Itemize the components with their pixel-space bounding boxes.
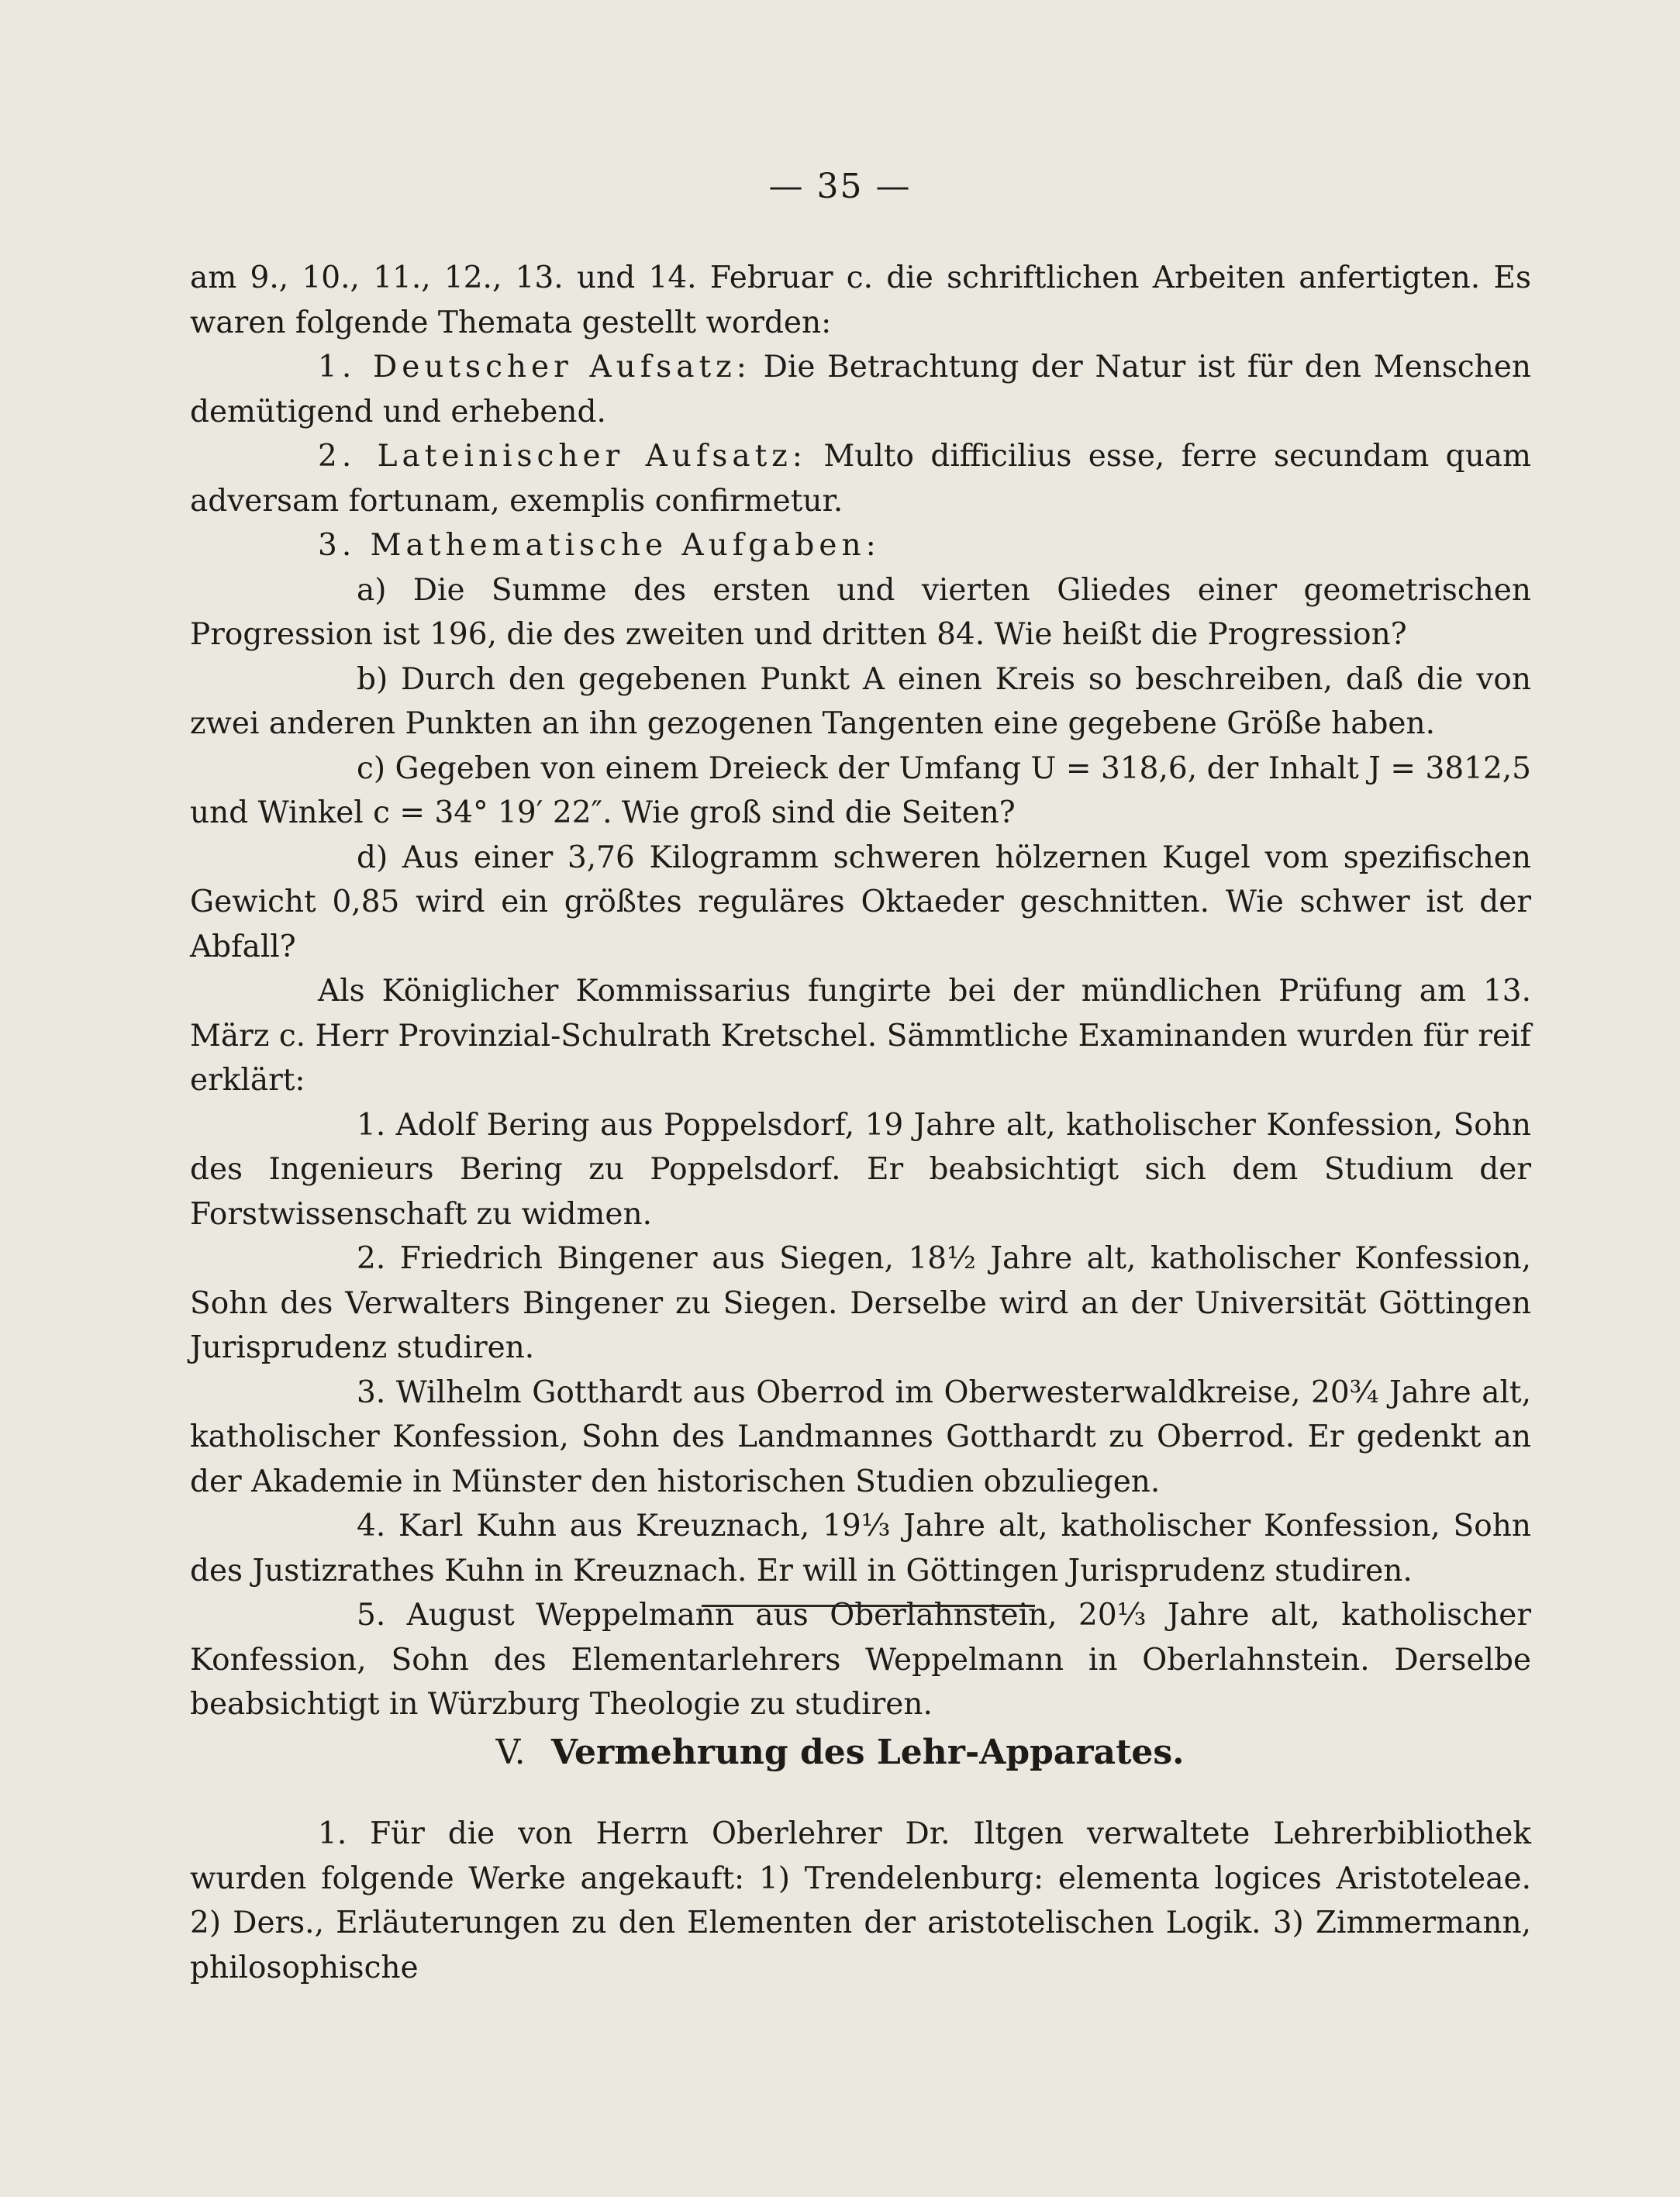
section-number: V. — [495, 1733, 526, 1772]
candidate-4: 4. Karl Kuhn aus Kreuznach, 19⅓ Jahre alt, katholischer Konfession, Sohn des Justizrathes Kuhn in Kreuznach. Er will in Göttingen Jurisprudenz studiren. — [190, 1509, 1531, 1588]
math-task-c: c) Gegeben von einem Dreieck der Umfang U = 318,6, der Inhalt J = 3812,5 und Winkel c = 34° 19′ 22″. Wie groß sind die Seiten? — [190, 750, 1531, 830]
candidate-5: 5. August Weppelmann aus Oberlahnstein, 20⅓ Jahre alt, katholischer Konfession, Sohn des Elementarlehrers Weppelmann in Oberlahnstein. Derselbe beabsichtigt in Würzburg Theologie zu studiren. — [190, 1598, 1531, 1722]
math-task-d: d) Aus einer 3,76 Kilogramm schweren hölzernen Kugel vom spezifischen Gewicht 0,85 wird ein größtes reguläres Oktaeder geschnitten. Wie schwer ist der Abfall? — [190, 840, 1531, 964]
section-title: Vermehrung des Lehr-Apparates. — [550, 1733, 1185, 1772]
section-heading — [0, 1733, 1680, 1772]
section-divider — [702, 1605, 1035, 1607]
commissioner-paragraph: Als Königlicher Kommissarius fungirte bei der mündlichen Prüfung am 13. März c. Herr Provinzial-Schulrath Kretschel. Sämmtliche Examinanden wurden für reif erklärt: — [190, 974, 1531, 1098]
candidate-2: 2. Friedrich Bingener aus Siegen, 18½ Jahre alt, katholischer Konfession, Sohn des Verwalters Bingener zu Siegen. Derselbe wird an der Universität Göttingen Jurisprudenz studiren. — [190, 1241, 1531, 1365]
exam-intro: am 9., 10., 11., 12., 13. und 14. Februar c. die schriftlichen Arbeiten anfertigten. Es waren folgende Themata gestellt worden: — [190, 260, 1531, 340]
exam-item-2-text: Multo difficilius esse, ferre secundam quam adversam fortunam, exemplis confirmetur. — [190, 439, 1531, 519]
exam-item-1-label: 1. Deutscher Aufsatz: — [318, 350, 751, 385]
exam-item-1-text: Die Betrachtung der Natur ist für den Menschen demütigend und erhebend. — [190, 350, 1531, 429]
candidate-3: 3. Wilhelm Gotthardt aus Oberrod im Oberwesterwaldkreise, 20¾ Jahre alt, katholischer Konfession, Sohn des Landmannes Gotthardt zu Oberrod. Er gedenkt an der Akademie in Münster den historischen Studien obzuliegen. — [190, 1374, 1531, 1499]
math-task-a: a) Die Summe des ersten und vierten Gliedes einer geometrischen Progression ist 196, die des zweiten und dritten 84. Wie heißt die Progression? — [190, 572, 1531, 652]
exam-item-2 — [190, 434, 1531, 523]
exam-item-1 — [190, 345, 1531, 434]
exam-item-3-label — [190, 523, 1531, 568]
page-number: — 35 — — [768, 167, 912, 206]
section-text-block — [190, 1812, 1531, 1990]
candidate-1: 1. Adolf Bering aus Poppelsdorf, 19 Jahre alt, katholischer Konfession, Sohn des Ingenieurs Bering zu Poppelsdorf. Er beabsichtigt sich dem Studium der Forstwissenschaft zu widmen. — [190, 1107, 1531, 1232]
math-task-b: b) Durch den gegebenen Punkt A einen Kreis so beschreiben, daß die von zwei anderen Punkten an ihn gezogenen Tangenten eine gegebene Größe haben. — [190, 661, 1531, 741]
section-paragraph: 1. Für die von Herrn Oberlehrer Dr. Iltgen verwaltete Lehrerbibliothek wurden folgende Werke angekauft: 1) Trendelenburg: elementa logices Aristoteleae. 2) Ders., Erläuterungen zu den Elementen der aristotelischen Logik. 3) Zimmermann, philosophische — [190, 1816, 1531, 1985]
exam-item-3-label-text: 3. Mathematische Aufgaben: — [318, 528, 881, 563]
exam-text-block — [190, 256, 1531, 1727]
exam-item-2-label: 2. Lateinischer Aufsatz: — [318, 439, 807, 474]
